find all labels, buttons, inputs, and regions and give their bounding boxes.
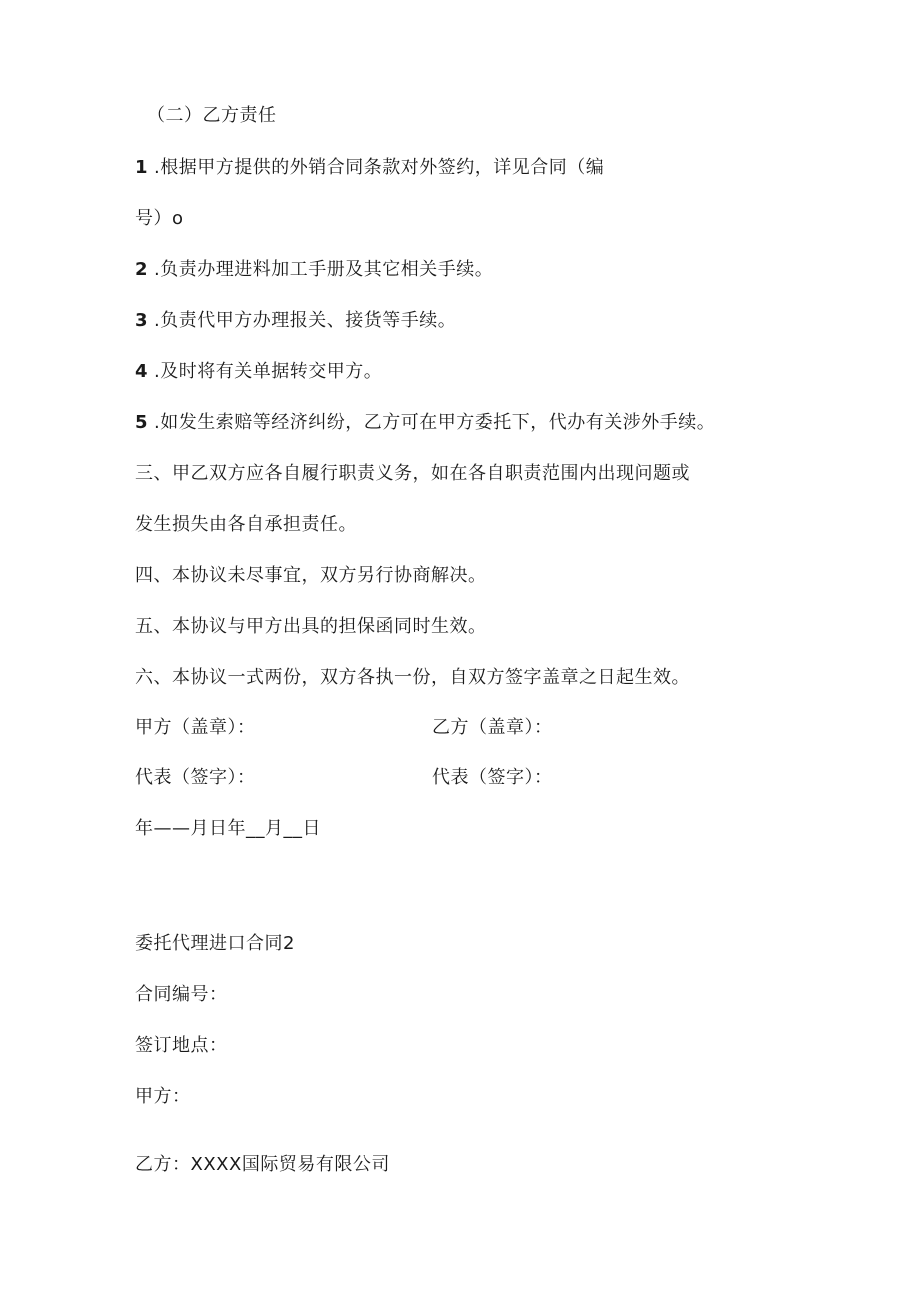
item-number: 5	[135, 412, 149, 433]
item-text: .负责代甲方办理报关、接货等手续。	[154, 310, 457, 331]
item-text: .负责办理进料加工手册及其它相关手续。	[154, 259, 494, 280]
item-text: .及时将有关单据转交甲方。	[154, 361, 383, 382]
contract-2-title: 委托代理进口合同2	[135, 933, 295, 954]
item-text: .如发生索赔等经济纠纷，乙方可在甲方委托下，代办有关涉外手续。	[154, 412, 716, 433]
item-2	[135, 258, 493, 282]
party-a-representative-label: 代表（签字）：	[135, 767, 256, 788]
item-1	[135, 156, 604, 180]
clause-four: 四、本协议未尽事宜，双方另行协商解决。	[135, 565, 487, 586]
clause-three: 三、甲乙双方应各自履行职责义务，如在各自职责范围内出现问题或	[135, 463, 690, 484]
item-3	[135, 309, 456, 333]
item-text: 号）o	[135, 208, 184, 229]
item-number: 3	[135, 310, 149, 331]
party-b-line: 乙方：XXXX国际贸易有限公司	[135, 1154, 390, 1175]
item-number: 2	[135, 259, 149, 280]
item-5	[135, 411, 715, 435]
contract-number-label: 合同编号：	[135, 984, 228, 1005]
item-text: .根据甲方提供的外销合同条款对外签约，详见合同（编	[154, 157, 605, 178]
party-b-representative-label: 代表（签字）：	[432, 767, 553, 788]
item-number: 4	[135, 361, 149, 382]
party-a-label: 甲方：	[135, 1086, 191, 1107]
item-4	[135, 360, 382, 384]
clause-five: 五、本协议与甲方出具的担保函同时生效。	[135, 616, 487, 637]
clause-three-continued: 发生损失由各自承担责任。	[135, 514, 357, 535]
date-line: 年——月日年__月__日	[135, 818, 321, 839]
party-b-seal-label: 乙方（盖章）：	[432, 717, 553, 738]
section-heading: （二）乙方责任	[147, 105, 277, 126]
clause-six: 六、本协议一式两份，双方各执一份，自双方签字盖章之日起生效。	[135, 667, 690, 688]
item-number: 1	[135, 157, 149, 178]
signing-place-label: 签订地点：	[135, 1035, 228, 1056]
item-1-continued	[135, 207, 184, 231]
party-a-seal-label: 甲方（盖章）：	[135, 717, 256, 738]
